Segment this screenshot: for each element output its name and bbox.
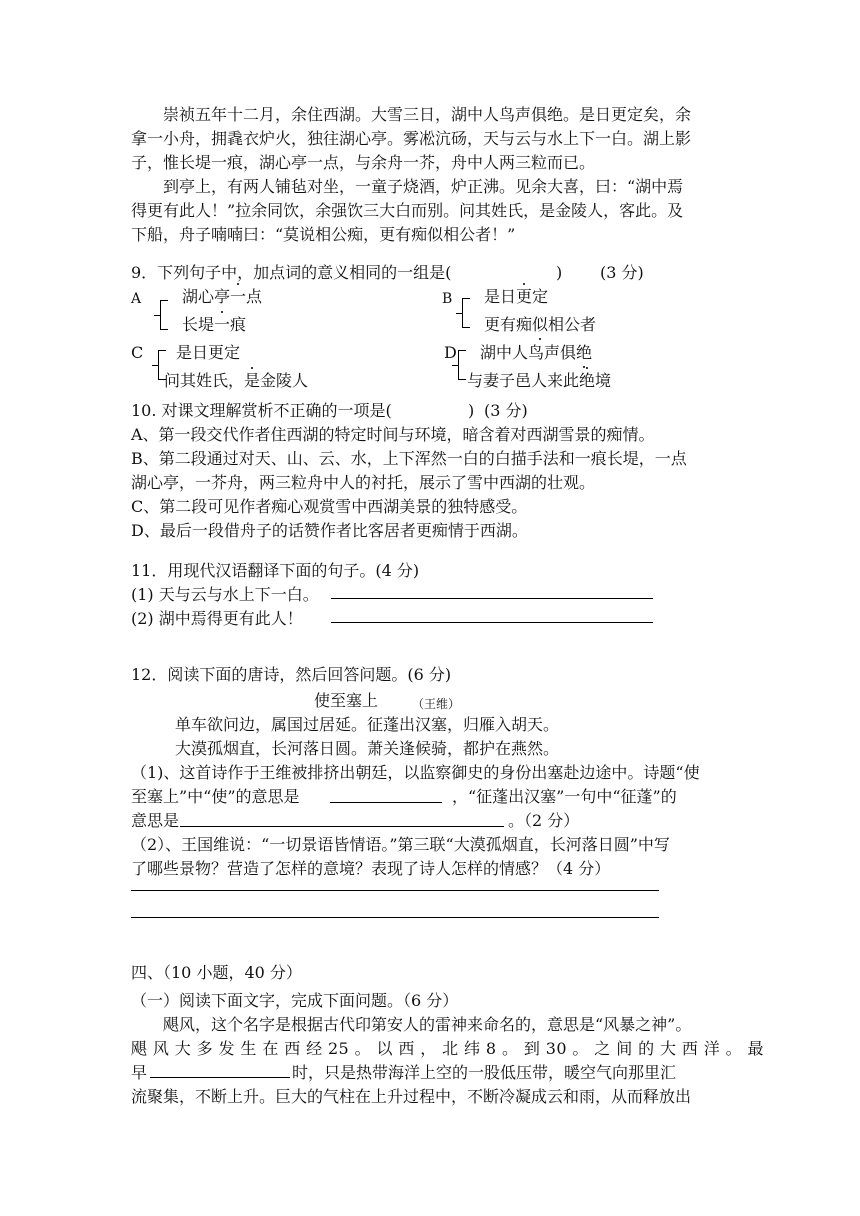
q9-stem-end: ) bbox=[556, 263, 563, 282]
passage-line: 子，惟长堤一痕，湖心亭一点，与余舟一芥，舟中人两三粒而已。 bbox=[131, 153, 596, 172]
q12-answer-line-2[interactable] bbox=[131, 917, 659, 918]
article-line: 早 bbox=[131, 1063, 148, 1082]
q10-stem-end: ) bbox=[468, 401, 475, 420]
q9-stem: 9．下列句子中，加点词的意义相同的一组是( bbox=[131, 263, 452, 282]
q12-part1-cont: 至塞上”中“使”的意思是 bbox=[131, 787, 300, 806]
q12-part1: （1)、这首诗作于王维被排挤出朝廷，以监察御史的身份出塞赴边途中。诗题“使 bbox=[131, 763, 700, 782]
article-line: 流聚集，不断上升。巨大的气柱在上升过程中，不断冷凝成云和雨，从而释放出 bbox=[131, 1087, 692, 1106]
passage-line: 拿一小舟，拥毳衣炉火，独往湖心亭。雾凇沆砀，天与云与水上下一白。湖上影 bbox=[131, 129, 692, 148]
q12-answer-blank-1[interactable] bbox=[330, 802, 442, 803]
option-a-line2: 长堤一痕 bbox=[182, 315, 247, 334]
article-line: 飓风，这个名字是根据古代印第安人的雷神来命名的，意思是“风暴之神”。 bbox=[163, 1015, 692, 1034]
poem-line-1: 单车欲问边，属国过居延。征蓬出汉塞，归雁入胡天。 bbox=[175, 715, 560, 734]
q10-option-d: D、最后一段借舟子的话赞作者比客居者更痴情于西湖。 bbox=[131, 521, 528, 540]
option-b-label: B bbox=[442, 291, 453, 307]
q12-part1-cont3: 意思是 bbox=[131, 811, 180, 830]
q11-sentence-1: (1) 天与云与水上下一白。 bbox=[131, 585, 319, 604]
option-b-line2: 更有痴似相公者 bbox=[484, 315, 597, 334]
poem-author: （王维） bbox=[412, 697, 461, 711]
q11-sentence-2: (2) 湖中焉得更有此人！ bbox=[131, 609, 303, 628]
option-d-label: D bbox=[444, 343, 457, 362]
option-b-brace bbox=[462, 298, 473, 328]
option-d-line2: 与妻子邑人来此绝境 bbox=[467, 371, 612, 390]
article-line-cont: 时，只是热带海洋上空的一股低压带，暖空气向那里汇 bbox=[292, 1063, 677, 1082]
q12-part2: （2）、王国维说：“一切景语皆情语。”第三联“大漠孤烟直，长河落日圆”中写 bbox=[131, 835, 670, 854]
article-blank[interactable] bbox=[150, 1077, 290, 1078]
q10-score: (3 分) bbox=[484, 401, 528, 420]
q10-option-c: C、第二段可见作者痴心观赏雪中西湖美景的独特感受。 bbox=[131, 497, 528, 516]
q12-part2-cont: 了哪些景物？营造了怎样的意境？表现了诗人怎样的情感？（4 分） bbox=[131, 859, 611, 878]
q10-stem: 10. 对课文理解赏析不正确的一项是( bbox=[131, 401, 392, 420]
passage-line: 下船，舟子喃喃曰：“莫说相公痴，更有痴似相公者！” bbox=[131, 225, 516, 244]
section-heading: 四、（10 小题，40 分） bbox=[131, 963, 302, 982]
q12-answer-blank-2[interactable] bbox=[180, 826, 504, 827]
q11-stem: 11．用现代汉语翻译下面的句子。(4 分) bbox=[131, 561, 420, 580]
option-c-line2: 问其姓氏，是金陵人 bbox=[164, 371, 309, 390]
poem-title: 使至塞上 bbox=[314, 691, 379, 710]
q10-option-a: A、第一段交代作者住西湖的特定时间与环境，暗含着对西湖雪景的痴情。 bbox=[131, 425, 655, 444]
q10-option-b-cont: 湖心亭，一芥舟，两三粒舟中人的衬托，展示了雪中西湖的壮观。 bbox=[131, 473, 596, 492]
q9-score: (3 分) bbox=[600, 263, 644, 282]
passage-line: 崇祯五年十二月，余住西湖。大雪三日，湖中人鸟声俱绝。是日更定矣，余 bbox=[163, 105, 692, 124]
article-line: 飓 风 大 多 发 生 在 西 经 25 。 以 西 ， 北 纬 8 。 到 30 。 之 间 的 大 西 洋 。 最 bbox=[131, 1039, 764, 1058]
passage-line: 到亭上，有两人铺毡对坐，一童子烧酒，炉正沸。见余大喜，曰：“湖中焉 bbox=[163, 177, 684, 196]
q11-answer-line-1[interactable] bbox=[331, 598, 653, 599]
poem-line-2: 大漠孤烟直，长河落日圆。萧关逢候骑，都护在燕然。 bbox=[175, 739, 560, 758]
option-a-brace bbox=[160, 300, 171, 330]
option-c-line1: 是日更定 bbox=[176, 343, 241, 362]
q11-answer-line-2[interactable] bbox=[331, 622, 653, 623]
option-d-line1: 湖中人鸟声俱绝 bbox=[480, 343, 593, 362]
passage-line: 得更有此人！”拉余同饮，余强饮三大白而别。问其姓氏，是金陵人，客此。及 bbox=[131, 201, 684, 220]
q12-answer-line-1[interactable] bbox=[131, 890, 659, 891]
q12-stem: 12．阅读下面的唐诗，然后回答问题。(6 分) bbox=[131, 665, 452, 684]
q12-part1-score: 。（2 分） bbox=[508, 811, 580, 830]
section-subheading: （一）阅读下面文字，完成下面问题。（6 分） bbox=[131, 991, 459, 1010]
q12-part1-cont2: ，“征蓬出汉塞”一句中“征蓬”的 bbox=[452, 787, 677, 806]
option-b-line1: 是日更定 bbox=[484, 287, 549, 306]
option-a-line1: 湖心亭一点 bbox=[182, 287, 263, 306]
option-c-label: C bbox=[131, 343, 144, 362]
option-a-label: A bbox=[131, 291, 142, 307]
q10-option-b: B、第二段通过对天、山、云、水，上下浑然一白的白描手法和一痕长堤，一点 bbox=[131, 449, 687, 468]
